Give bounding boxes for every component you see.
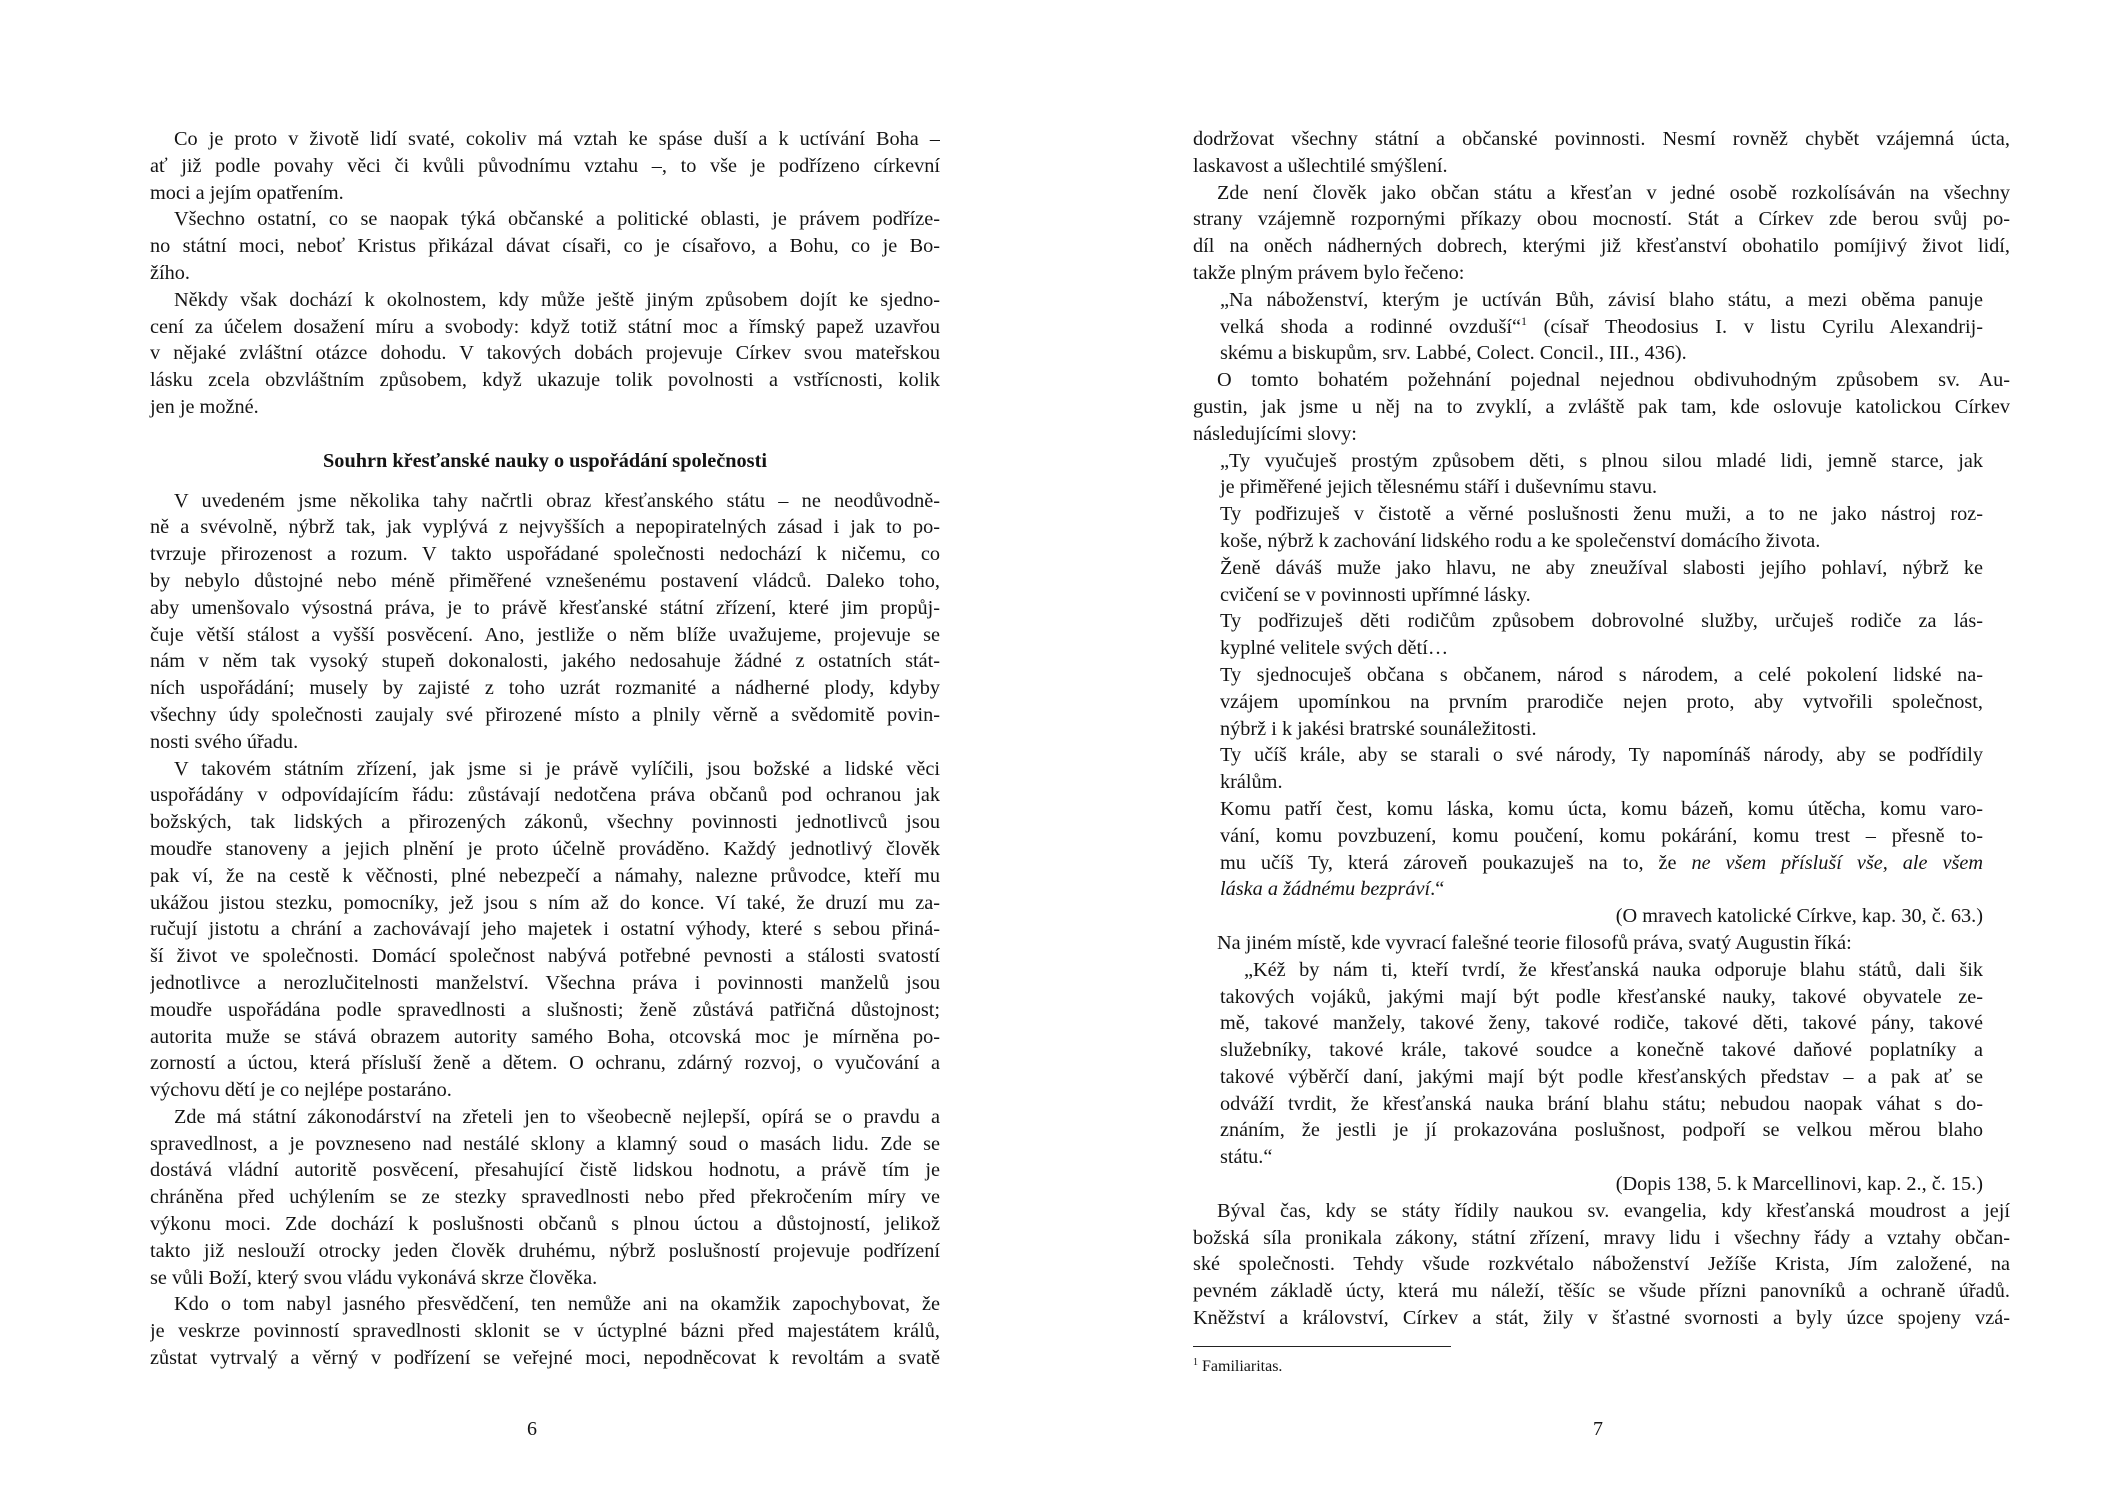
citation [1193,1171,2010,1198]
block-quote [1193,448,2010,502]
text-line: moudře uspořádána podle spravedlnosti a slušnosti; ženě zůstává patřičná důstojnost; [150,998,940,1021]
text-line: státu.“ [1220,1146,1273,1169]
text-line: Kdo o tom nabyl jasného přesvědčení, ten nemůže ani na okamžik zapochybovat, že [174,1293,940,1316]
footnote-marker: 1 [1193,1357,1198,1368]
paragraph [1193,126,2010,180]
citation [1193,903,2010,930]
text-line: zůstat vytrvalý a věrný v podřízení se veřejné moci, nepodněcovat k revoltám a svatě [150,1347,940,1370]
text-line: Zde má státní zákonodárství na zřeteli jen to všeobecně nejlepší, opírá se o pravdu a [174,1105,940,1128]
text-line: vzájem upomínkou na prvním prarodiče nejen proto, aby vytvořili společnost, [1220,690,1983,713]
paragraph [150,488,940,756]
text-line: spravedlnost, a je povzneseno nad nestálé sklony a klamný soud o masách lidu. Zde se [150,1132,940,1155]
text-line: je přiměřené jejich tělesnému stáří i duševnímu stavu. [1220,476,1658,499]
text-line: „Na náboženství, kterým je uctíván Bůh, závisí blaho státu, a mezi oběma panuje [1220,288,1983,311]
text-line: božská síla pronikala zákony, státní zřízení, mravy lidu i všechny řády a vztahy občan- [1193,1226,2010,1249]
right-page-text [1193,126,2010,1332]
text-line: koše, nýbrž k zachování lidského rodu a ke společenství domácího života. [1220,529,1821,552]
text-line: Všechno ostatní, co se naopak týká občanské a politické oblasti, je právem podříze- [174,208,940,231]
text-line: Ženě dáváš muže jako hlavu, ne aby zneužíval slabosti jejího pohlaví, nýbrž ke [1220,556,1983,579]
section-heading [150,448,940,475]
text-line: ukážou jistou stezku, pomocníky, jež jsou s ním až do konce. Ví také, že druzí mu za- [150,891,940,914]
text-line: „Kéž by nám ti, kteří tvrdí, že křesťanská nauka odporuje blahu států, dali šik [1244,958,1983,981]
paragraph [150,287,940,421]
text-line: cvičení se v povinnosti upřímné lásky. [1220,583,1531,606]
text-line: znáním, že jestli je jí prokazována poslušnost, podpoří se velkou měrou blaho [1220,1119,1983,1142]
text-line: v nějaké zvláštní otázce dohodu. V takových dobách projevuje Církev svou mateřskou [150,342,940,365]
text-line: lásku zcela obzvláštním způsobem, když ukazuje tolik povolnosti a vstřícnosti, kolik [150,369,940,392]
text-line: služebníky, takové krále, takové soudce a konečně takové daňové poplatníky a [1220,1039,1983,1062]
block-quote [1193,957,2010,1171]
text-line: pevném základě úcty, která mu náleží, těšíc se všude přízni panovníků a ochraně úřadů. [1193,1280,2010,1303]
block-quote [1193,742,2010,796]
text-line: no státní moci, neboť Kristus přikázal dávat císaři, co je císařovo, a Bohu, co je Bo- [150,235,940,258]
text-line: dodržovat všechny státní a občanské povinnosti. Nesmí rovněž chybět vzájemná úcta, [1193,128,2010,150]
text-line: ručují jistotu a chrání a zachovávají jeho majetek i ostatní výhody, které s sebou přiná- [150,918,940,941]
paragraph [1193,367,2010,447]
text-line [1220,314,1983,341]
text-line: Komu patří čest, komu láska, komu úcta, komu bázeň, komu útěcha, komu varo- [1220,797,1983,820]
text-line: ať již podle povahy věci či kvůli původnímu vztahu –, to vše je podřízeno církevní [150,154,940,177]
text-line: pak ví, že na cestě k věčnosti, plné nebezpečí a námahy, nalezne průvodce, kteří mu [150,864,940,887]
text-line: výkonu moci. Zde dochází k poslušnosti občanů s plnou úctou a důstojností, jelikož [150,1213,940,1236]
paragraph [150,206,940,286]
text-line: je veskrze povinností spravedlnosti sklonit se v úctyplné bázni před majestátem králů, [150,1320,940,1343]
text-line [1220,850,1983,877]
text-line: Souhrn křesťanské nauky o uspořádání společnosti [323,449,767,472]
text-line: božských, tak lidských a přirozených zákonů, všechny povinnosti jednotlivců jsou [150,811,940,834]
text-line: skému a biskupům, srv. Labbé, Colect. Concil., III., 436). [1220,342,1687,365]
text-line: uspořádány v odpovídajícím řádu: zůstávají nedotčena práva občanů pod ochranou jak [150,784,940,807]
text-line: takové výběrčí daní, jakými mají být podle křesťanských představ – a pak ať se [1220,1065,1983,1088]
text-line: V uvedeném jsme několika tahy načrtli obraz křesťanského státu – ne neodůvodně- [174,489,940,512]
block-quote [1193,608,2010,662]
text-line: Co je proto v životě lidí svaté, cokoliv má vztah ke spáse duší a k uctívání Boha – [174,128,940,150]
paragraph [150,756,940,1104]
text-line: nosti svého úřadu. [150,730,299,753]
text-line: nýbrž i k jakési bratrské sounáležitosti. [1220,717,1537,740]
italic-text: láska a žádnému bezpráví [1220,878,1431,901]
text-line: ně a svévolně, nýbrž tak, jak vyplývá z nejvyšších a nepopiratelných zásad i jak to po- [150,516,940,539]
text-line: cení za účelem dosažení míru a svobody: když totiž státní moc a římský papež uzavřou [150,315,940,338]
text-line: kyplné velitele svých dětí… [1220,637,1449,660]
text-line: strany vzájemně rozpornými příkazy obou mocností. Stát a Církev zde berou svůj po- [1193,208,2010,231]
text-line: moci a jejím opatřením. [150,181,344,204]
block-quote [1193,501,2010,555]
text-line: „Ty vyučuješ prostým způsobem děti, s plnou silou mladé lidi, jemně starce, jak [1220,449,1983,472]
text-line: Na jiném místě, kde vyvrací falešné teorie filosofů práva, svatý Augustin říká: [1217,931,1852,954]
text-line: čuje větší stálost a vyšší posvěcení. Ano, jestliže o něm blíže uvažujeme, projevuje se [150,623,940,646]
footnote-divider [1193,1346,1451,1347]
block-quote [1193,662,2010,742]
text-line: ší život ve společnosti. Domácí společnost nabývá potřebné pevnosti a stálosti svatostí [150,945,940,968]
text-line: ních uspořádání; musely by zajisté z toho uzrát rozmanité a nádherné plody, kdyby [150,677,940,700]
text-line: se vůli Boží, který svou vládu vykonává skrze člověka. [150,1266,598,1289]
text-line: všechny údy společnosti zaujaly své přirozené místo a plnily věrně a svědomitě povin- [150,703,940,726]
block-quote [1193,287,2010,367]
text-line: V takovém státním zřízení, jak jsme si je právě vylíčili, jsou božské a lidské věci [174,757,940,780]
page-number: 6 [527,1418,537,1440]
text-line: chráněna před uchýlením se ze stezky spravedlnosti nebo před překročením míry ve [150,1186,940,1209]
text-line: takto již neslouží otrocky jeden člověk druhému, nýbrž poslušností projevuje podřízení [150,1239,940,1262]
text-span: velká shoda a rodinné ovzduší“ [1220,315,1521,338]
text-line: Ty sjednocuješ občana s občanem, národ s národem, a celé pokolení lidské na- [1220,663,1983,686]
paragraph [1193,180,2010,287]
text-line: zorností a úctou, která přísluší ženě a dětem. O ochranu, zdárný rozvoj, o vyučování a [150,1052,940,1075]
text-line: díl na oněch nádherných dobrech, kterými již křesťanství obohatilo pomíjivý život lidí, [1193,235,2010,258]
text-line: Ty učíš krále, aby se starali o své národy, Ty napomínáš národy, aby se podřídily [1220,744,1983,767]
text-span: .“ [1430,878,1445,901]
text-line: Zde není člověk jako občan státu a křesťan v jedné osobě rozkolísáván na všechny [1217,181,2010,204]
paragraph [150,126,940,206]
text-line: následujícími slovy: [1193,422,1357,445]
text-line: Někdy však dochází k okolnostem, kdy může ještě jiným způsobem dojít ke sjedno- [174,288,940,311]
text-line: Ty podřizuješ v čistotě a věrné poslušnosti ženu muži, a to ne jako nástroj roz- [1220,503,1983,526]
italic-text: ne všem přísluší vše, ale všem [1691,851,1983,874]
block-quote [1193,555,2010,609]
footnote [1193,1358,1282,1376]
paragraph [1193,930,2010,957]
footnote-text: Familiaritas. [1202,1358,1283,1375]
text-line: dostává vládní autoritě posvěcení, přesahující čistě lidskou hodnotu, a právě tím je [150,1159,940,1182]
text-line: králům. [1220,771,1283,794]
text-line: (O mravech katolické Církve, kap. 30, č. 63.) [1615,905,1983,928]
text-line: aby umenšovalo výsostná práva, je to právě křesťanské státní zřízení, které jim propůj- [150,596,940,619]
text-line: Ty podřizuješ děti rodičům způsobem dobrovolné služby, určuješ rodiče za lás- [1220,610,1983,633]
text-line: odváží tvrdit, že křesťanská nauka brání blahu státu; nebudou naopak váhat s do- [1220,1092,1983,1115]
text-line: laskavost a ušlechtilé smýšlení. [1193,154,1448,177]
text-line: vání, komu povzbuzení, komu poučení, komu pokárání, komu trest – přesně to- [1220,824,1983,847]
text-line [1220,876,1983,903]
text-line: Býval čas, kdy se státy řídily naukou sv. evangelia, kdy křesťanská moudrost a její [1217,1199,2010,1222]
text-line: tvrzuje přirozenost a rozum. V takto uspořádané společnosti nedochází k ničemu, co [150,543,940,566]
text-line: Kněžství a království, Církev a stát, žily v šťastné svornosti a byly úzce spojeny vzá- [1193,1307,2010,1330]
left-page-text [150,126,940,1372]
right-page [1061,0,2122,1501]
text-line: nám v něm tak vysoký stupeň dokonalosti, jakého nedosahuje žádné z ostatních stát- [150,650,940,673]
footnote-reference: 1 [1520,313,1527,328]
text-span: (císař Theodosius I. v listu Cyrilu Alexandrij- [1526,315,1983,338]
text-line: moudře stanoveny a jejich plnění je proto účelně prováděno. Každý jednotlivý člověk [150,837,940,860]
text-line: gustin, jak jsme u něj na to zvyklí, a zvláště pak tam, kde oslovuje katolickou Církev [1193,395,2010,418]
text-line: jen je možné. [150,395,259,418]
text-line: takže plným právem bylo řečeno: [1193,261,1465,284]
text-line: O tomto bohatém požehnání pojednal nejednou obdivuhodným způsobem sv. Au- [1217,369,2010,392]
page-number: 7 [1593,1418,1603,1440]
text-span: mu učíš Ty, která zároveň poukazuješ na to, že [1220,851,1692,874]
text-line: autorita muže se stává obrazem autority samého Boha, otcovská moc je mírněna po- [150,1025,940,1048]
paragraph [150,1291,940,1371]
block-quote [1193,796,2010,903]
text-line: mě, takové manžely, takové ženy, takové rodiče, takové děti, takové pány, takové [1220,1012,1983,1035]
text-line: jednotlivce a nerozlučitelnosti manželství. Všechna práva i povinnosti manželů jsou [150,971,940,994]
paragraph [1193,1198,2010,1332]
text-line: výchovu dětí je co nejlépe postaráno. [150,1079,452,1102]
text-line: (Dopis 138, 5. k Marcellinovi, kap. 2., č. 15.) [1615,1173,1983,1196]
text-line: ské společnosti. Tehdy všude rozkvétalo náboženství Ježíše Krista, Jím založené, na [1193,1253,2010,1276]
text-line: žího. [150,261,190,284]
text-line: takových vojáků, jakými mají být podle křesťanské nauky, takové obyvatele ze- [1220,985,1983,1008]
text-line: by nebylo důstojné nebo méně přiměřené vznešenému postavení vládců. Daleko toho, [150,569,940,592]
paragraph [150,1104,940,1292]
